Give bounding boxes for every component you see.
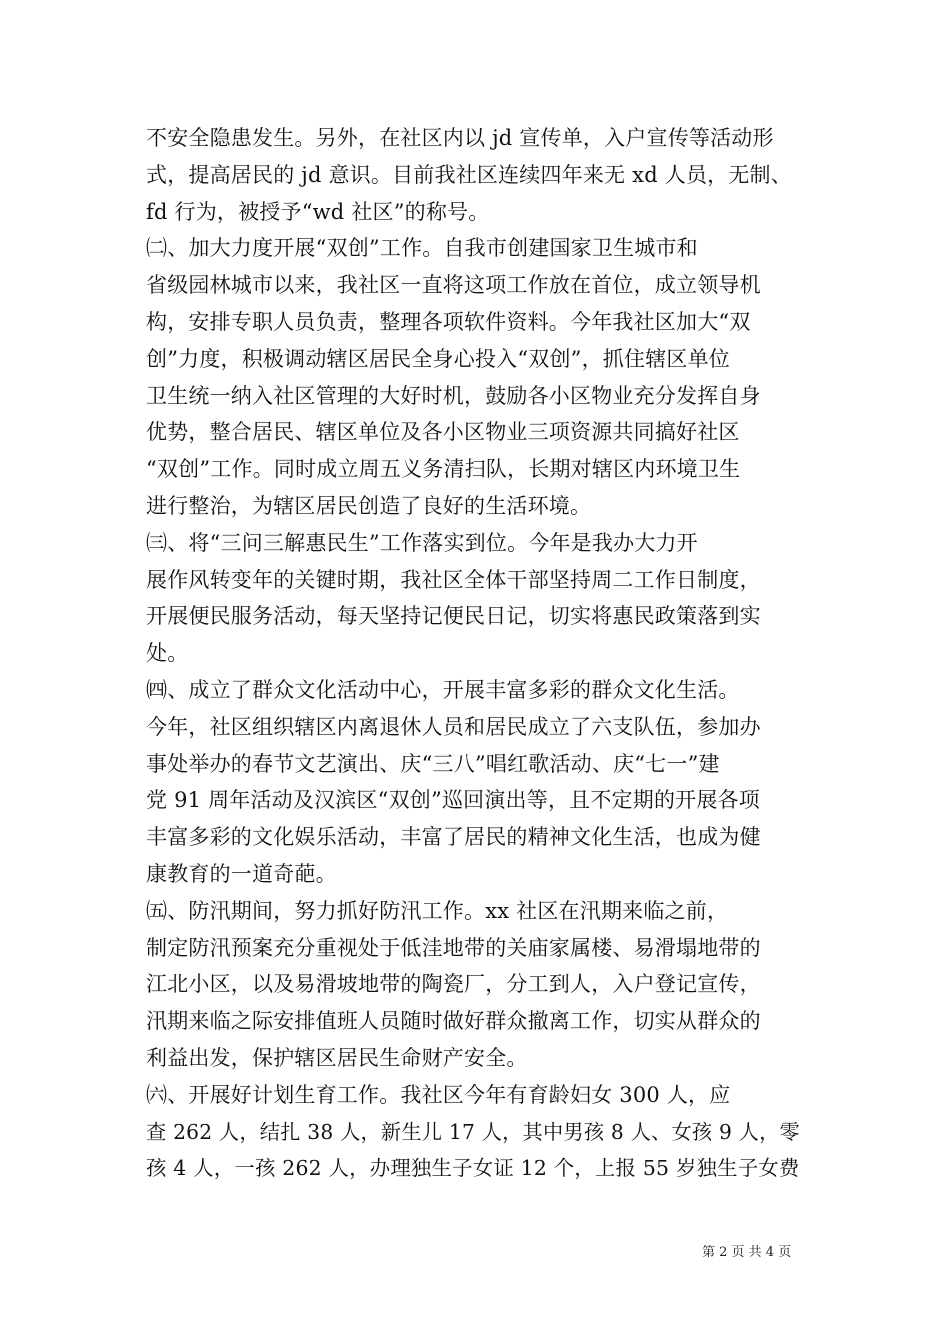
text-line: 党 91 周年活动及汉滨区“双创”巡回演出等，且不定期的开展各项 bbox=[146, 788, 760, 813]
body-text bbox=[146, 120, 806, 1187]
text-line: 查 262 人，结扎 38 人，新生儿 17 人，其中男孩 8 人、女孩 9 人，零 bbox=[146, 1119, 800, 1144]
page-number: 第 2 页 共 4 页 bbox=[702, 1245, 792, 1260]
text-line: 制定防汛预案充分重视处于低洼地带的关庙家属楼、易滑塌地带的 bbox=[146, 935, 761, 960]
text-line: 汛期来临之际安排值班人员随时做好群众撤离工作，切实从群众的 bbox=[146, 1009, 761, 1034]
text-line: 江北小区，以及易滑坡地带的陶瓷厂，分工到人，入户登记宣传， bbox=[146, 972, 761, 997]
text-line: ㈣、成立了群众文化活动中心，开展丰富多彩的群众文化生活。 bbox=[146, 677, 740, 702]
text-line: 创”力度，积极调动辖区居民全身心投入“双创”，抓住辖区单位 bbox=[146, 346, 731, 371]
text-line: 事处举办的春节文艺演出、庆“三八”唱红歌活动、庆“七一”建 bbox=[146, 751, 720, 776]
text-line: 优势，整合居民、辖区单位及各小区物业三项资源共同搞好社区 bbox=[146, 420, 740, 445]
text-line: 处。 bbox=[146, 641, 189, 666]
text-line: 构，安排专职人员负责，整理各项软件资料。今年我社区加大“双 bbox=[146, 309, 751, 334]
text-line: 孩 4 人，一孩 262 人，办理独生子女证 12 个，上报 55 岁独生子女费 bbox=[146, 1156, 800, 1181]
text-line: 不安全隐患发生。另外，在社区内以 jd 宣传单，入户宣传等活动形 bbox=[146, 126, 774, 150]
text-line: “双创”工作。同时成立周五义务清扫队，长期对辖区内环境卫生 bbox=[146, 457, 741, 482]
text-line: 开展便民服务活动，每天坚持记便民日记，切实将惠民政策落到实 bbox=[146, 604, 761, 629]
text-line: 卫生统一纳入社区管理的大好时机，鼓励各小区物业充分发挥自身 bbox=[146, 383, 761, 408]
text-line: 丰富多彩的文化娱乐活动，丰富了居民的精神文化生活，也成为健 bbox=[146, 825, 761, 850]
text-line: 利益出发，保护辖区居民生命财产安全。 bbox=[146, 1045, 528, 1070]
text-line: 进行整治，为辖区居民创造了良好的生活环境。 bbox=[146, 493, 592, 518]
text-line: ㈥、开展好计划生育工作。我社区今年有育龄妇女 300 人，应 bbox=[146, 1082, 731, 1107]
text-line: ㈤、防汛期间，努力抓好防汛工作。xx 社区在汛期来临之前， bbox=[146, 898, 729, 923]
text-line: ㈢、将“三问三解惠民生”工作落实到位。今年是我办大力开 bbox=[146, 530, 698, 555]
text-line: ㈡、加大力度开展“双创”工作。自我市创建国家卫生城市和 bbox=[146, 236, 698, 261]
text-line: 今年，社区组织辖区内离退休人员和居民成立了六支队伍，参加办 bbox=[146, 714, 761, 739]
text-line: 康教育的一道奇葩。 bbox=[146, 861, 337, 886]
text-line: 省级园林城市以来，我社区一直将这项工作放在首位，成立领导机 bbox=[146, 273, 761, 298]
text-line: 式，提高居民的 jd 意识。目前我社区连续四年来无 xd 人员，无制、 bbox=[146, 162, 792, 187]
text-line: 展作风转变年的关键时期，我社区全体干部坚持周二工作日制度， bbox=[146, 567, 761, 592]
text-line: fd 行为，被授予“wd 社区”的称号。 bbox=[146, 199, 490, 224]
